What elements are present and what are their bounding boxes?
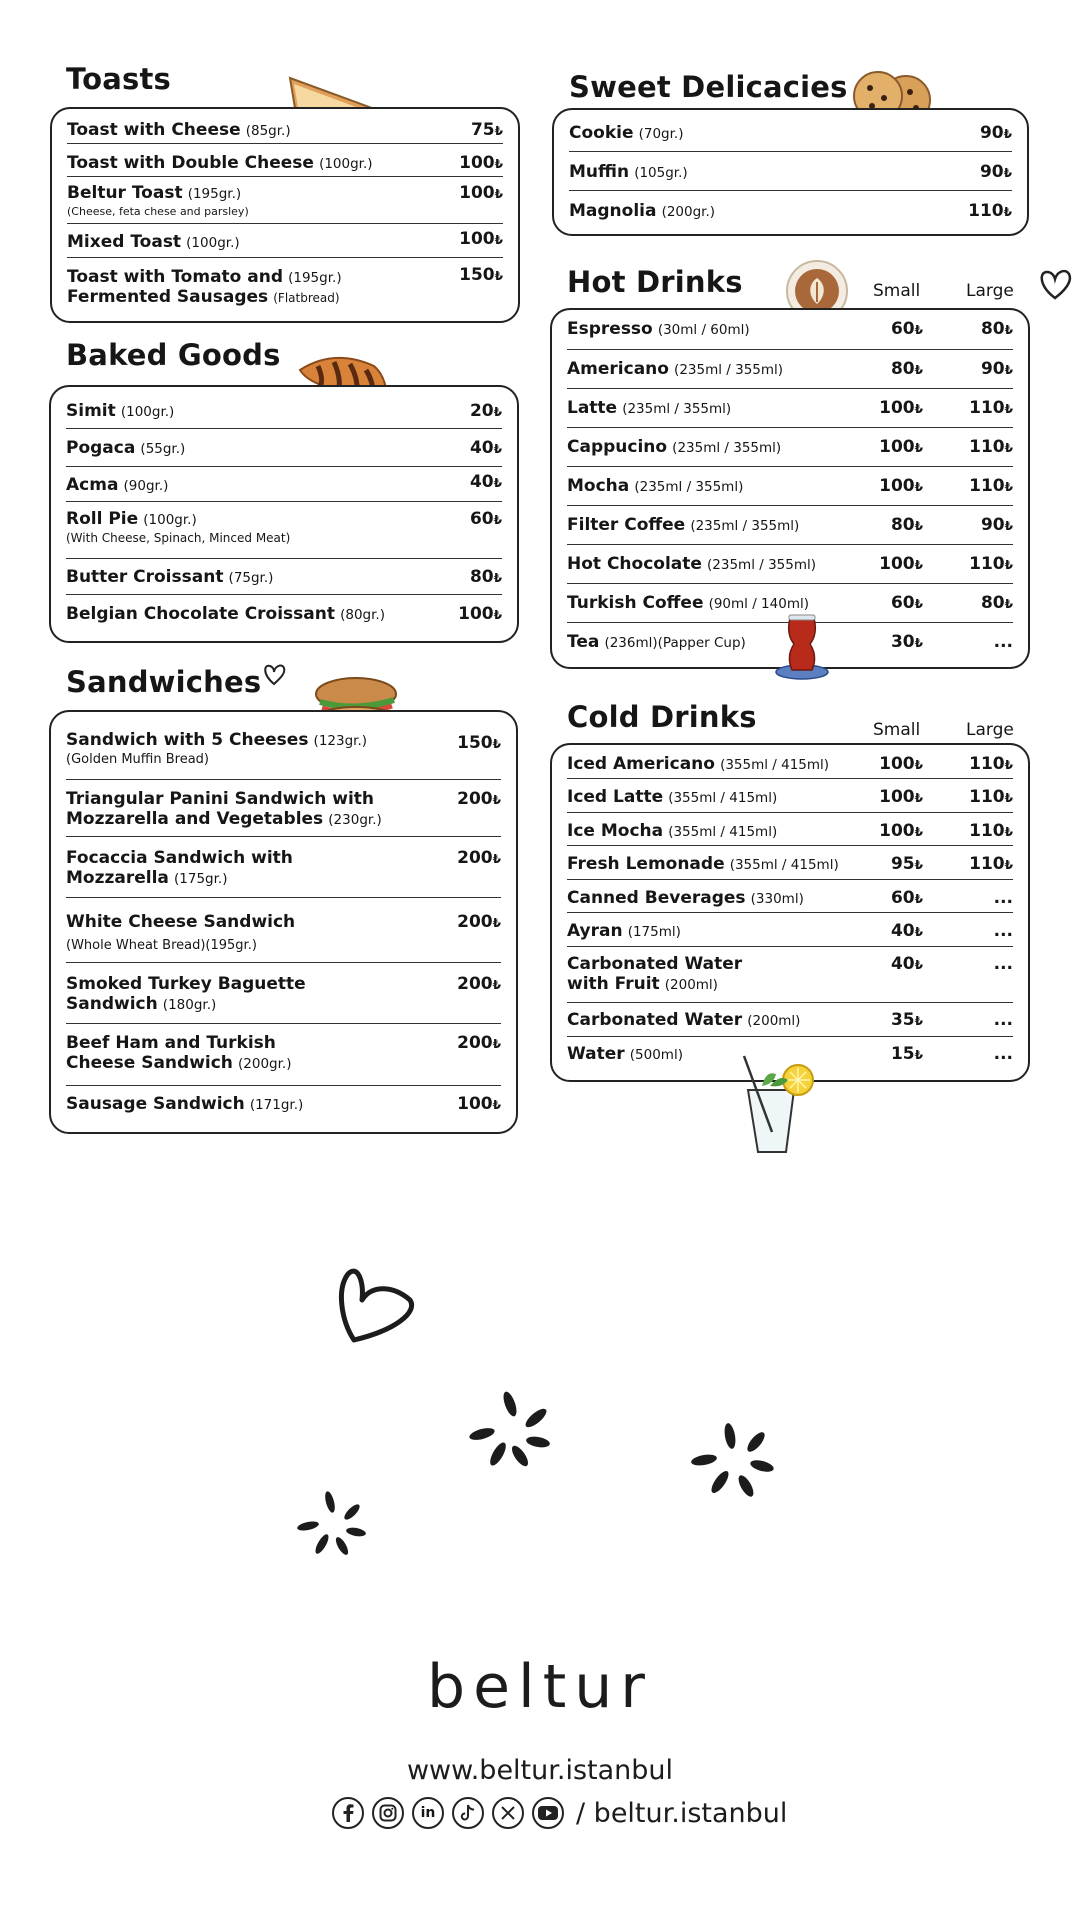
lira-icon: ₺ — [1004, 323, 1013, 337]
item-price: 100 — [457, 1094, 493, 1114]
item-weight: (90gr.) — [123, 478, 169, 494]
lira-icon: ₺ — [492, 852, 501, 866]
lira-icon: ₺ — [1004, 402, 1013, 416]
section-title-cold-drinks: Cold Drinks — [567, 700, 757, 734]
lira-icon: ₺ — [493, 405, 502, 419]
social-links-row — [332, 1797, 787, 1829]
facebook-icon[interactable] — [332, 1797, 364, 1829]
x-icon[interactable] — [492, 1797, 524, 1829]
item-price: 80 — [469, 567, 494, 587]
item-price: 60 — [469, 509, 494, 529]
item-name: Fresh Lemonade — [567, 854, 725, 874]
lira-icon: ₺ — [914, 758, 923, 772]
item-volume: (175ml) — [627, 924, 681, 940]
lira-icon: ₺ — [914, 519, 923, 533]
item-volume: (235ml / 355ml) — [672, 440, 782, 456]
lira-icon: ₺ — [494, 124, 503, 138]
item-volume: (355ml / 415ml) — [668, 790, 778, 806]
lira-icon: ₺ — [914, 825, 923, 839]
item-name: Carbonated Water — [567, 1010, 743, 1030]
lira-icon: ₺ — [1004, 441, 1013, 455]
item-price: 100 — [458, 604, 494, 624]
column-head-small: Small — [873, 281, 921, 301]
item-price-large: ... — [993, 921, 1013, 941]
lira-icon: ₺ — [914, 323, 923, 337]
item-price-large: 110 — [969, 476, 1005, 496]
menu-row — [567, 467, 1013, 506]
lira-icon: ₺ — [1003, 205, 1012, 219]
item-name: Roll Pie — [66, 509, 139, 529]
lira-icon: ₺ — [914, 925, 923, 939]
lira-icon: ₺ — [1004, 858, 1013, 872]
menu-row — [567, 310, 1013, 350]
menu-row — [567, 846, 1013, 880]
section-title-sandwiches: Sandwiches — [66, 665, 262, 699]
item-price-small: 80 — [890, 359, 915, 379]
baked-goods-menu-box — [49, 385, 519, 643]
heart-doodle-icon — [260, 660, 288, 688]
item-price-small: 100 — [879, 437, 915, 457]
item-name: Americano — [567, 359, 669, 379]
item-weight: (100gr.) — [143, 512, 197, 528]
menu-row — [66, 502, 502, 559]
lira-icon: ₺ — [1004, 480, 1013, 494]
item-price: 200 — [457, 912, 493, 932]
item-price-large: 110 — [969, 754, 1005, 774]
section-title-baked-goods: Baked Goods — [66, 338, 281, 372]
lira-icon: ₺ — [492, 916, 501, 930]
lira-icon: ₺ — [493, 513, 502, 527]
menu-row — [66, 1086, 501, 1132]
menu-row — [67, 177, 503, 224]
item-name: Toast with Double Cheese — [67, 153, 314, 173]
lira-icon: ₺ — [914, 441, 923, 455]
lira-icon: ₺ — [914, 892, 923, 906]
menu-row — [569, 191, 1012, 234]
item-name: Magnolia — [569, 201, 657, 221]
item-name: Tea — [567, 632, 600, 652]
toasts-menu-box — [50, 107, 520, 323]
column-head-small: Small — [873, 720, 921, 740]
item-price-small: 100 — [879, 821, 915, 841]
menu-row — [66, 595, 502, 639]
item-name-line2: Mozzarella — [66, 868, 169, 889]
menu-row — [567, 389, 1013, 428]
item-weight: (70gr.) — [638, 126, 684, 142]
item-price: 20 — [469, 401, 494, 421]
lira-icon: ₺ — [494, 233, 503, 247]
item-name: Ayran — [567, 921, 623, 941]
item-weight: (105gr.) — [634, 165, 688, 181]
item-name: Cappucino — [567, 437, 668, 457]
menu-row — [67, 144, 503, 177]
item-price-large: 80 — [980, 593, 1005, 613]
item-name: Muffin — [569, 162, 630, 182]
lira-icon: ₺ — [914, 958, 923, 972]
item-price-large: ... — [993, 1010, 1013, 1030]
menu-row — [66, 837, 501, 898]
menu-row — [66, 429, 502, 467]
item-name: Mixed Toast — [67, 232, 182, 252]
sandwiches-menu-box — [49, 710, 518, 1134]
menu-row — [66, 467, 502, 502]
item-volume: (355ml / 415ml) — [668, 824, 778, 840]
menu-row — [569, 152, 1012, 191]
item-name: Hot Chocolate — [567, 554, 702, 574]
item-name-line2: Sandwich — [66, 994, 158, 1015]
item-price-small: 95 — [890, 854, 915, 874]
sparkle-doodle-icon — [690, 1420, 776, 1502]
item-price: 200 — [457, 789, 493, 809]
item-price: 150 — [459, 265, 495, 285]
turkish-tea-glass-illustration — [774, 612, 830, 682]
item-price-large: ... — [993, 888, 1013, 908]
item-name: Triangular Panini Sandwich with — [66, 789, 375, 809]
sparkle-doodle-icon — [466, 1390, 552, 1472]
menu-row — [569, 110, 1012, 152]
item-name: Carbonated Water — [567, 954, 743, 974]
item-weight: (75gr.) — [228, 570, 274, 586]
item-name: Beef Ham and Turkish — [66, 1033, 276, 1053]
item-note: (Cheese, feta chese and parsley) — [67, 205, 249, 219]
lira-icon: ₺ — [493, 442, 502, 456]
lira-icon: ₺ — [1004, 519, 1013, 533]
item-weight: (100gr.) — [319, 156, 373, 172]
lira-icon: ₺ — [914, 480, 923, 494]
item-weight: (80gr.) — [340, 607, 385, 623]
cold-drinks-menu-box — [550, 743, 1030, 1082]
lira-icon: ₺ — [914, 858, 923, 872]
lira-icon: ₺ — [494, 157, 503, 171]
lira-icon: ₺ — [1004, 791, 1013, 805]
item-name: Filter Coffee — [567, 515, 686, 535]
item-weight: (180gr.) — [162, 997, 217, 1014]
lira-icon: ₺ — [914, 363, 923, 377]
lira-icon: ₺ — [914, 791, 923, 805]
lira-icon: ₺ — [914, 558, 923, 572]
item-price-large: ... — [993, 954, 1013, 974]
menu-row — [67, 258, 503, 318]
item-weight: (200gr.) — [661, 204, 716, 220]
menu-row — [567, 947, 1013, 1003]
item-note: (Whole Wheat Bread)(195gr.) — [66, 938, 257, 954]
lira-icon: ₺ — [1004, 363, 1013, 377]
website-link[interactable]: www.beltur.istanbul — [406, 1755, 674, 1786]
tiktok-icon[interactable] — [452, 1797, 484, 1829]
item-price-large: 80 — [980, 319, 1005, 339]
item-price: 200 — [457, 974, 493, 994]
menu-row — [567, 880, 1013, 913]
item-price-small: 30 — [890, 632, 915, 652]
column-head-large: Large — [966, 720, 1014, 740]
item-weight: (195gr.) — [187, 186, 242, 202]
item-name: Canned Beverages — [567, 888, 746, 908]
lira-icon: ₺ — [914, 402, 923, 416]
menu-row — [66, 387, 502, 429]
section-title-hot-drinks: Hot Drinks — [567, 265, 743, 299]
item-name: Water — [567, 1044, 625, 1064]
item-price-small: 100 — [879, 754, 915, 774]
item-name-line2: Mozzarella and Vegetables — [66, 809, 324, 830]
lira-icon: ₺ — [1004, 825, 1013, 839]
youtube-icon[interactable] — [532, 1797, 564, 1829]
lira-icon: ₺ — [1003, 166, 1012, 180]
item-name: Mocha — [567, 476, 630, 496]
item-volume: (235ml / 355ml) — [634, 479, 744, 495]
item-price: 75 — [470, 120, 495, 140]
item-price-large: 110 — [969, 437, 1005, 457]
lira-icon: ₺ — [493, 571, 502, 585]
menu-row — [67, 109, 503, 144]
menu-row — [66, 780, 501, 837]
item-name: White Cheese Sandwich — [66, 912, 296, 932]
lira-icon: ₺ — [493, 476, 502, 490]
item-name: Belgian Chocolate Croissant — [66, 604, 335, 624]
lira-icon: ₺ — [914, 597, 923, 611]
item-weight: (230gr.) — [328, 812, 382, 829]
menu-row — [66, 559, 502, 595]
lira-icon: ₺ — [492, 978, 501, 992]
item-weight: (175gr.) — [174, 871, 228, 888]
item-name-line2: with Fruit — [567, 974, 660, 995]
item-name: Acma — [66, 475, 119, 495]
item-price-large: ... — [993, 632, 1013, 652]
menu-row — [66, 898, 501, 963]
lira-icon: ₺ — [494, 187, 503, 201]
item-price-small: 35 — [890, 1010, 915, 1030]
heart-doodle-icon — [336, 1264, 420, 1348]
menu-row — [567, 913, 1013, 947]
item-weight: (Flatbread) — [273, 291, 340, 306]
social-handle: / beltur.istanbul — [576, 1797, 788, 1829]
item-name: Ice Mocha — [567, 821, 664, 841]
menu-row — [567, 745, 1013, 779]
item-volume: (235ml / 355ml) — [690, 518, 800, 534]
item-price: 40 — [469, 438, 494, 458]
lira-icon: ₺ — [494, 269, 503, 283]
lira-icon: ₺ — [492, 1037, 501, 1051]
item-volume: (90ml / 140ml) — [708, 596, 809, 612]
item-price-small: 60 — [890, 319, 915, 339]
section-title-toasts: Toasts — [66, 62, 172, 96]
item-name: Toast with Tomato and — [67, 267, 284, 287]
item-price-large: 110 — [969, 787, 1005, 807]
item-name: Simit — [66, 401, 116, 421]
item-price: 100 — [459, 183, 495, 203]
sweet-delicacies-menu-box — [552, 108, 1029, 236]
section-title-sweet-delicacies: Sweet Delicacies — [569, 70, 848, 104]
item-volume: (500ml) — [629, 1047, 683, 1063]
item-name: Pogaca — [66, 438, 136, 458]
item-price-large: 110 — [969, 398, 1005, 418]
lira-icon: ₺ — [1004, 758, 1013, 772]
linkedin-icon[interactable]: in — [412, 1797, 444, 1829]
item-price: 100 — [459, 229, 495, 249]
instagram-icon[interactable] — [372, 1797, 404, 1829]
menu-row — [66, 712, 501, 780]
lira-icon: ₺ — [914, 1014, 923, 1028]
item-volume: (200ml) — [664, 977, 718, 994]
item-price-small: 100 — [879, 398, 915, 418]
lira-icon: ₺ — [914, 1048, 923, 1062]
item-price-small: 60 — [890, 888, 915, 908]
menu-row — [567, 506, 1013, 545]
item-price: 200 — [457, 848, 493, 868]
item-price: 40 — [469, 472, 494, 492]
item-name: Iced Americano — [567, 754, 715, 774]
item-name: Cookie — [569, 123, 634, 143]
item-weight: (200gr.) — [238, 1056, 292, 1073]
item-weight: (171gr.) — [249, 1097, 304, 1113]
lira-icon: ₺ — [493, 608, 502, 622]
lira-icon: ₺ — [1004, 597, 1013, 611]
lira-icon: ₺ — [914, 636, 923, 650]
item-volume: (235ml / 355ml) — [707, 557, 817, 573]
item-name: Iced Latte — [567, 787, 664, 807]
column-head-large: Large — [966, 281, 1014, 301]
item-name: Focaccia Sandwich with — [66, 848, 293, 868]
item-price-small: 80 — [890, 515, 915, 535]
menu-row — [567, 779, 1013, 813]
item-price: 100 — [459, 153, 495, 173]
item-price-large: 90 — [980, 515, 1005, 535]
heart-doodle-icon — [1035, 266, 1075, 302]
menu-row — [567, 545, 1013, 584]
item-note: (Golden Muffin Bread) — [66, 752, 209, 768]
item-name: Sausage Sandwich — [66, 1094, 245, 1114]
item-price-small: 40 — [890, 954, 915, 974]
item-price-large: 110 — [969, 554, 1005, 574]
lira-icon: ₺ — [492, 1098, 501, 1112]
item-name: Espresso — [567, 319, 653, 339]
item-weight: (85gr.) — [245, 123, 291, 139]
item-volume: (200ml) — [747, 1013, 801, 1029]
item-price: 200 — [457, 1033, 493, 1053]
item-price-large: 90 — [980, 359, 1005, 379]
item-price-large: ... — [993, 1044, 1013, 1064]
item-volume: (355ml / 415ml) — [729, 857, 839, 873]
menu-row — [567, 813, 1013, 846]
menu-row — [67, 224, 503, 258]
item-name: Toast with Cheese — [67, 120, 241, 140]
item-weight: (123gr.) — [313, 733, 368, 749]
item-name: Turkish Coffee — [567, 593, 704, 613]
item-name: Butter Croissant — [66, 567, 224, 587]
item-volume: (355ml / 415ml) — [720, 757, 830, 773]
item-name-line2: Fermented Sausages — [67, 287, 269, 308]
item-note: (With Cheese, Spinach, Minced Meat) — [66, 531, 291, 546]
item-weight: (100gr.) — [120, 404, 175, 420]
lira-icon: ₺ — [492, 737, 501, 751]
item-price-small: 60 — [890, 593, 915, 613]
item-price-small: 100 — [879, 787, 915, 807]
item-price: 150 — [457, 733, 493, 753]
item-price-small: 100 — [879, 476, 915, 496]
menu-row — [66, 1024, 501, 1086]
item-price: 90 — [979, 123, 1004, 143]
item-volume: (30ml / 60ml) — [657, 322, 750, 338]
sparkle-doodle-icon — [296, 1490, 370, 1560]
menu-row — [567, 428, 1013, 467]
item-weight: (195gr.) — [288, 270, 342, 286]
item-volume: (330ml) — [750, 891, 804, 907]
item-volume: (236ml)(Papper Cup) — [604, 635, 746, 651]
lira-icon: ₺ — [492, 793, 501, 807]
menu-row — [66, 963, 501, 1024]
item-weight: (100gr.) — [186, 235, 240, 251]
item-price-small: 40 — [890, 921, 915, 941]
item-price-small: 15 — [890, 1044, 915, 1064]
item-name: Beltur Toast — [67, 183, 183, 203]
item-name: Latte — [567, 398, 618, 418]
brand-logo: beltur — [427, 1652, 653, 1722]
lira-icon: ₺ — [1003, 127, 1012, 141]
item-price-large: 110 — [969, 854, 1005, 874]
item-weight: (55gr.) — [140, 441, 186, 457]
item-price-small: 100 — [879, 554, 915, 574]
item-name-line2: Cheese Sandwich — [66, 1053, 233, 1074]
item-price: 110 — [968, 201, 1004, 221]
item-price-large: 110 — [969, 821, 1005, 841]
item-volume: (235ml / 355ml) — [674, 362, 784, 378]
item-volume: (235ml / 355ml) — [622, 401, 732, 417]
menu-row — [567, 350, 1013, 389]
menu-row — [567, 1003, 1013, 1037]
lira-icon: ₺ — [1004, 558, 1013, 572]
item-name: Smoked Turkey Baguette — [66, 974, 306, 994]
item-name: Sandwich with 5 Cheeses — [66, 730, 309, 750]
item-price: 90 — [979, 162, 1004, 182]
iced-drink-illustration — [736, 1052, 818, 1158]
